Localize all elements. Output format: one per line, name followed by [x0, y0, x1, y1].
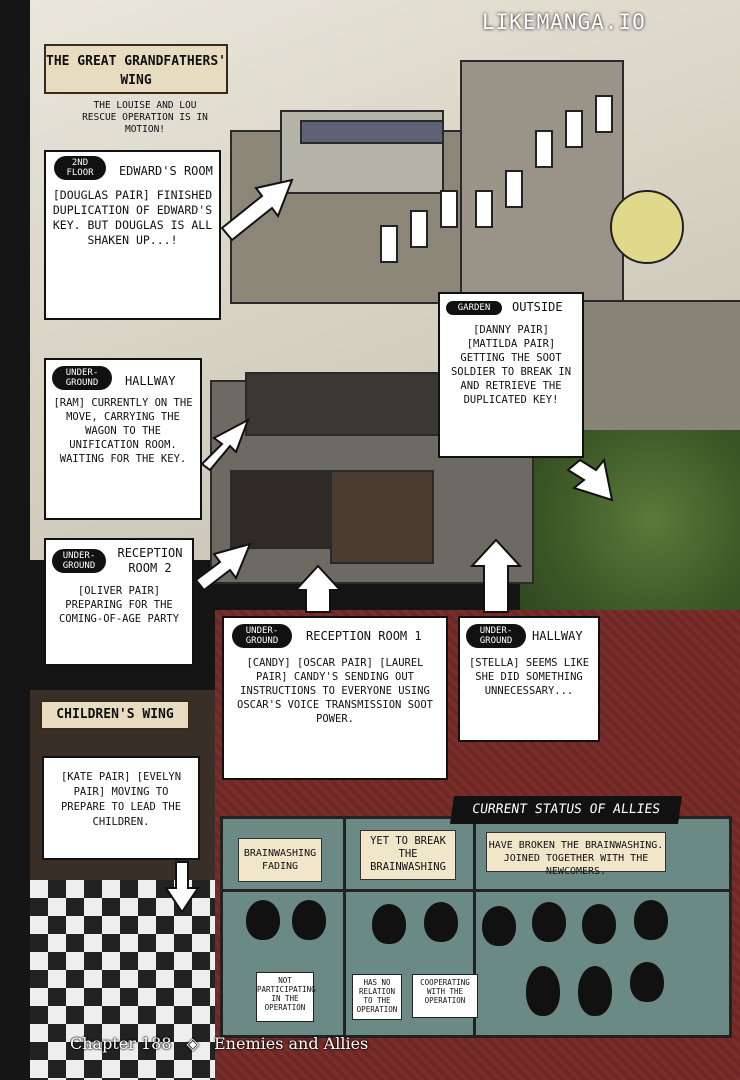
- status-text: [OLIVER PAIR] PREPARING FOR THE COMING-OF-AGE PARTY: [58, 585, 180, 625]
- location-tag: UNDER-GROUND: [466, 624, 526, 648]
- location-tag: UNDER-GROUND: [232, 624, 292, 648]
- ally-silhouette: [526, 966, 560, 1016]
- location-name: HALLWAY: [124, 374, 176, 388]
- location-name: EDWARD'S ROOM: [118, 164, 213, 178]
- status-text: [DOUGLAS PAIR] FINISHED DUPLICATION OF EDWARD'S KEY. BUT DOUGLAS IS ALL SHAKEN UP...!: [52, 188, 213, 247]
- arrow-to-hallway: [202, 420, 248, 470]
- ally-silhouette: [424, 902, 458, 942]
- status-text: [STELLA] SEEMS LIKE SHE DID SOMETHING UNNECESSARY...: [468, 657, 590, 697]
- location-tag: GARDEN: [446, 301, 502, 315]
- status-note: COOPERATING WITH THE OPERATION: [412, 974, 478, 1018]
- ally-silhouette: [372, 904, 406, 944]
- chapter-title: Enemies and Allies: [214, 1034, 369, 1053]
- arrow-to-stella: [472, 540, 520, 612]
- chapter-caption: [70, 1034, 430, 1056]
- childrens-wing-banner: CHILDREN'S WING: [40, 700, 190, 730]
- arrow-to-children: [166, 862, 198, 912]
- ally-silhouette: [246, 900, 280, 940]
- status-text: [DANNY PAIR] [MATILDA PAIR] GETTING THE SOOT SOLDIER TO BREAK IN AND RETRIEVE THE DUPLICATED KEY!: [450, 324, 572, 406]
- location-tag: UNDER-GROUND: [52, 366, 112, 390]
- status-text: [RAM] CURRENTLY ON THE MOVE, CARRYING THE WAGON TO THE UNIFICATION ROOM. WAITING FOR THE KEY.: [53, 397, 193, 465]
- ally-silhouette: [634, 900, 668, 940]
- chapter-number: Chapter 188: [70, 1034, 172, 1053]
- location-name: RECEPTION ROOM 1: [306, 628, 422, 643]
- intro-caption: THE LOUISE AND LOU RESCUE OPERATION IS IN MOTION!: [82, 100, 208, 135]
- diamond-icon: ◈: [186, 1034, 199, 1053]
- ally-silhouette: [482, 906, 516, 946]
- arrow-to-garden: [568, 460, 612, 500]
- column-divider: [343, 819, 346, 1035]
- allies-status-title: CURRENT STATUS OF ALLIES: [450, 796, 682, 824]
- location-name: OUTSIDE: [512, 300, 563, 314]
- status-note: NOT PARTICIPATING IN THE OPERATION: [256, 972, 314, 1022]
- ally-silhouette: [578, 966, 612, 1016]
- ally-silhouette: [630, 962, 664, 1002]
- arrow-to-reception-2: [196, 544, 250, 590]
- row-divider: [223, 889, 729, 892]
- arrow-to-edward-room: [222, 180, 292, 240]
- ally-silhouette: [292, 900, 326, 940]
- status-text: [KATE PAIR] [EVELYN PAIR] MOVING TO PREPARE TO LEAD THE CHILDREN.: [60, 771, 182, 828]
- ally-silhouette: [532, 902, 566, 942]
- great-grandfathers-wing-banner: THE GREAT GRANDFATHERS' WING: [44, 44, 228, 94]
- location-tag: 2ND FLOOR: [54, 156, 106, 180]
- status-text: [CANDY] [OSCAR PAIR] [LAUREL PAIR] CANDY'S SENDING OUT INSTRUCTIONS TO EVERYONE USING OSCAR'S VOICE TRANSMISSION SOOT POWER.: [237, 657, 433, 725]
- status-note: HAS NO RELATION TO THE OPERATION: [352, 974, 402, 1020]
- location-name: RECEPTION ROOM 2: [117, 546, 183, 575]
- status-column-label: BRAINWASHING FADING: [238, 838, 322, 882]
- arrow-to-reception-1: [296, 566, 340, 612]
- status-column-label: HAVE BROKEN THE BRAINWASHING. JOINED TOGETHER WITH THE NEWCOMERS.: [486, 832, 666, 872]
- location-name: HALLWAY: [532, 628, 583, 643]
- status-column-label: YET TO BREAK THE BRAINWASHING: [360, 830, 456, 880]
- location-tag: UNDER-GROUND: [52, 549, 106, 573]
- ally-silhouette: [582, 904, 616, 944]
- watermark: LIKEMANGA.IO: [482, 10, 646, 34]
